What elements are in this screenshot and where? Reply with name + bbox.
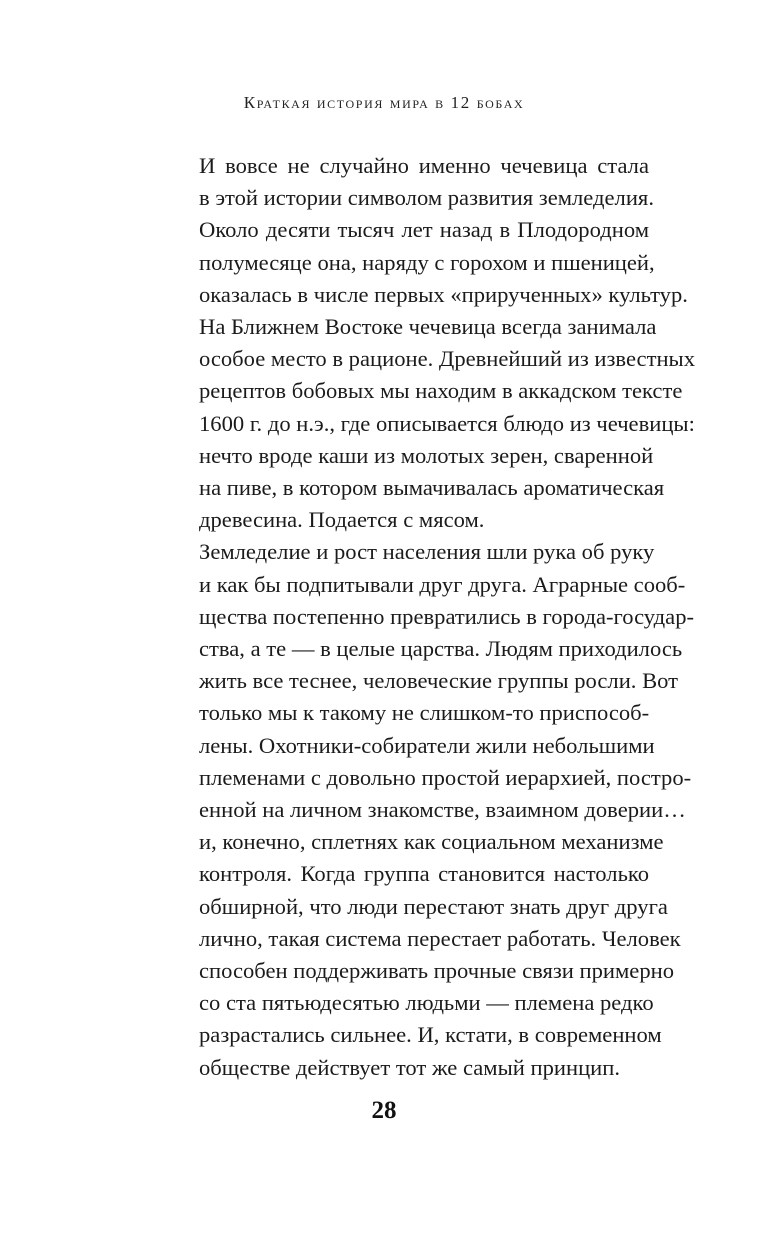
text-line: разрастались сильнее. И, кстати, в современном	[199, 1022, 662, 1048]
paragraph-2	[159, 536, 695, 1083]
paragraph-1	[159, 150, 696, 536]
text-line: лены. Охотники-собиратели жили небольшими	[199, 732, 655, 758]
text-line: на пиве, в котором вымачивалась ароматическая	[199, 475, 665, 501]
text-line: рецептов бобовых мы находим в аккадском тексте	[199, 378, 683, 404]
text-line: племенами с довольно простой иерархией, постро-	[199, 764, 692, 790]
text-line: енной на личном знакомстве, взаимном доверии…	[199, 797, 686, 823]
text-line: жить все теснее, человеческие группы росли. Вот	[199, 668, 679, 694]
running-head: Краткая история мира в 12 бобах	[243, 93, 525, 112]
text-line: И вовсе не случайно именно чечевица стала	[199, 153, 649, 178]
text-line: Земледелие и рост населения шли рука об руку	[199, 539, 655, 565]
text-line: только мы к такому не слишком-то приспособ-	[199, 700, 650, 726]
text-line: ства, а те — в целые царства. Людям приходилось	[199, 636, 683, 662]
text-line: контроля. Когда группа становится настолько	[199, 861, 649, 887]
text-line: оказалась в числе первых «прирученных» культур.	[199, 281, 688, 307]
text-line: со ста пятьюдесятью людьми — племена редко	[199, 990, 654, 1016]
text-line: особое место в рационе. Древнейший из известных	[199, 346, 696, 372]
text-line: 1600 г. до н.э., где описывается блюдо из чечевицы:	[199, 410, 695, 436]
text-line: щества постепенно превратились в города-государ-	[199, 603, 695, 629]
page-number: 28	[371, 1097, 397, 1124]
text-line: в этой истории символом развития земледелия.	[199, 185, 654, 211]
text-line: На Ближнем Востоке чечевица всегда занимала	[199, 314, 657, 340]
text-line: древесина. Подается с мясом.	[199, 507, 485, 533]
text-line: и как бы подпитывали друг друга. Аграрные сооб-	[199, 571, 686, 597]
text-line: лично, такая система перестает работать. Человек	[199, 925, 681, 951]
text-line: и, конечно, сплетнях как социальном механизме	[199, 829, 664, 855]
text-line: нечто вроде каши из молотых зерен, сваренной	[199, 442, 654, 468]
text-line: обществе действует тот же самый принцип.	[199, 1054, 620, 1080]
text-line: полумесяце она, наряду с горохом и пшеницей,	[199, 249, 655, 275]
text-line: способен поддерживать прочные связи примерно	[199, 958, 675, 984]
text-line: обширной, что люди перестают знать друг друга	[199, 893, 668, 919]
text-line: Около десяти тысяч лет назад в Плодородном	[199, 217, 649, 243]
body-text	[159, 150, 696, 1084]
